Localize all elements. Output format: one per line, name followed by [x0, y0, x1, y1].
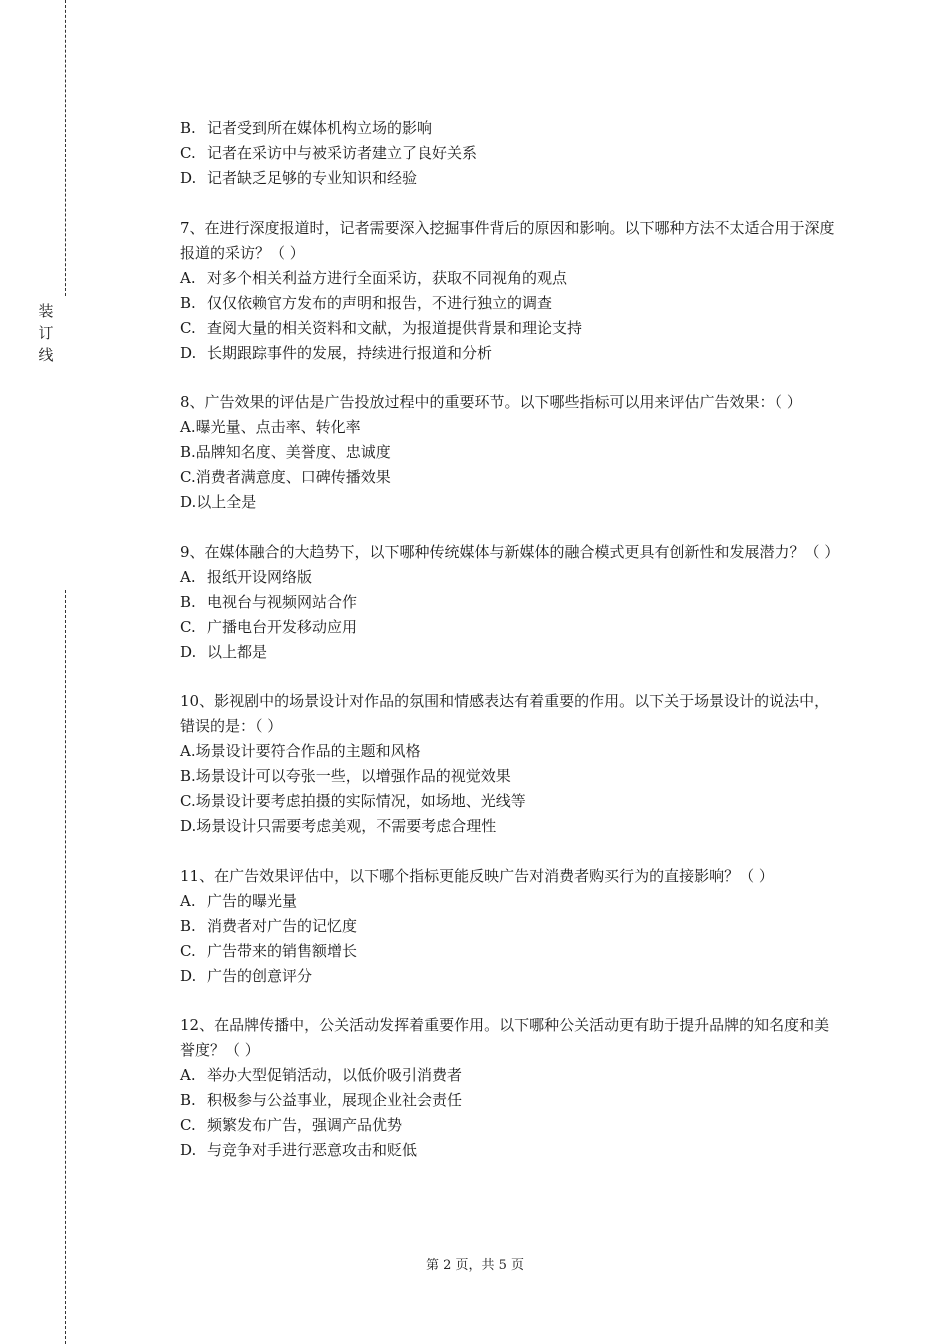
option-letter: A. — [180, 891, 196, 910]
answer-option — [180, 939, 840, 964]
option-text: 记者受到所在媒体机构立场的影响 — [207, 119, 433, 137]
option-text: 品牌知名度、美誉度、忠诚度 — [195, 443, 391, 461]
option-letter: D. — [180, 343, 197, 362]
question-block — [180, 216, 840, 366]
answer-option — [180, 465, 840, 490]
option-text: 广告的曝光量 — [207, 891, 298, 910]
answer-option — [180, 964, 840, 989]
option-text: 广播电台开发移动应用 — [207, 617, 358, 636]
answer-option — [180, 266, 840, 291]
binding-label — [36, 300, 56, 366]
question-stem: 7、在进行深度报道时，记者需要深入挖掘事件背后的原因和影响。以下哪种方法不太适合用于深度报道的采访？（ ） — [180, 218, 835, 262]
binding-line-bottom — [65, 590, 66, 1344]
option-text: 仅仅依赖官方发布的声明和报告，不进行独立的调查 — [207, 293, 553, 312]
answer-option — [180, 316, 840, 341]
answer-option — [180, 440, 840, 465]
option-text: 场景设计可以夸张一些，以增强作品的视觉效果 — [195, 767, 511, 785]
question-block — [180, 540, 840, 665]
option-letter: D. — [180, 817, 197, 835]
option-letter: D. — [180, 966, 197, 985]
option-letter: C. — [180, 941, 196, 960]
option-text: 场景设计只需要考虑美观，不需要考虑合理性 — [196, 817, 497, 835]
question-block — [180, 864, 840, 989]
option-text: 长期跟踪事件的发展，持续进行报道和分析 — [207, 343, 493, 362]
option-text: 查阅大量的相关资料和文献，为报道提供背景和理论支持 — [207, 318, 583, 337]
option-text: 频繁发布广告，强调产品优势 — [207, 1116, 403, 1134]
question-stem: 8、广告效果的评估是广告投放过程中的重要环节。以下哪些指标可以用来评估广告效果：（ ） — [180, 393, 802, 411]
binding-label-char: 线 — [38, 346, 54, 364]
answer-option — [180, 739, 840, 764]
binding-line-top — [65, 0, 66, 296]
answer-option — [180, 291, 840, 316]
question-stem: 10、影视剧中的场景设计对作品的氛围和情感表达有着重要的作用。以下关于场景设计的说法中，错误的是：（ ） — [180, 692, 830, 735]
option-letter: A. — [180, 1066, 196, 1084]
option-text: 消费者对广告的记忆度 — [207, 916, 358, 935]
option-text: 电视台与视频网站合作 — [207, 592, 358, 611]
option-letter: C. — [180, 144, 196, 162]
option-text: 广告带来的销售额增长 — [207, 941, 358, 960]
option-letter: B. — [180, 592, 196, 611]
option-letter: A. — [180, 567, 196, 586]
option-letter: C. — [180, 1116, 196, 1134]
answer-option — [180, 166, 840, 191]
option-letter: B. — [180, 119, 196, 137]
option-text: 报纸开设网络版 — [207, 567, 313, 586]
option-text: 与竞争对手进行恶意攻击和贬低 — [207, 1141, 418, 1159]
answer-option — [180, 141, 840, 166]
question-block — [180, 116, 840, 191]
question-stem: 9、在媒体融合的大趋势下，以下哪种传统媒体与新媒体的融合模式更具有创新性和发展潜力？（ ） — [180, 542, 840, 561]
answer-option — [180, 914, 840, 939]
question-block — [180, 689, 840, 839]
option-letter: C. — [180, 792, 196, 810]
binding-label-char: 订 — [38, 324, 54, 342]
option-text: 消费者满意度、口碑传播效果 — [195, 468, 391, 486]
answer-option — [180, 789, 840, 814]
answer-option — [180, 490, 840, 515]
question-block — [180, 390, 840, 515]
answer-option — [180, 341, 840, 366]
option-letter: B. — [180, 916, 196, 935]
option-letter: A. — [180, 742, 196, 760]
answer-option — [180, 1088, 840, 1113]
answer-option — [180, 889, 840, 914]
option-letter: D. — [180, 493, 197, 511]
answer-option — [180, 764, 840, 789]
option-letter: A. — [180, 268, 196, 287]
option-letter: A. — [180, 418, 196, 436]
option-letter: B. — [180, 443, 196, 461]
option-letter: B. — [180, 767, 196, 785]
answer-option — [180, 640, 840, 665]
option-text: 对多个相关利益方进行全面采访，获取不同视角的观点 — [207, 268, 568, 287]
answer-option — [180, 615, 840, 640]
question-stem: 12、在品牌传播中，公关活动发挥着重要作用。以下哪种公关活动更有助于提升品牌的知名度和美誉度？（ ） — [180, 1016, 830, 1059]
option-letter: B. — [180, 1091, 196, 1109]
option-letter: D. — [180, 642, 197, 661]
option-text: 场景设计要考虑拍摄的实际情况，如场地、光线等 — [195, 792, 526, 810]
answer-option — [180, 415, 840, 440]
page-footer: 第 2 页，共 5 页 — [425, 1258, 525, 1273]
answer-option — [180, 565, 840, 590]
option-text: 记者缺乏足够的专业知识和经验 — [207, 169, 418, 187]
option-letter: C. — [180, 617, 196, 636]
option-letter: D. — [180, 1141, 197, 1159]
option-text: 场景设计要符合作品的主题和风格 — [195, 742, 421, 760]
question-block — [180, 1013, 840, 1163]
answer-option — [180, 590, 840, 615]
question-list — [180, 116, 840, 1163]
option-text: 积极参与公益事业，展现企业社会责任 — [207, 1091, 463, 1109]
answer-option — [180, 116, 840, 141]
option-letter: C. — [180, 318, 196, 337]
option-text: 举办大型促销活动，以低价吸引消费者 — [207, 1066, 463, 1084]
option-text: 以上全是 — [196, 493, 257, 511]
answer-option — [180, 1113, 840, 1138]
question-stem: 11、在广告效果评估中，以下哪个指标更能反映广告对消费者购买行为的直接影响？（ ） — [180, 866, 774, 885]
option-text: 记者在采访中与被采访者建立了良好关系 — [207, 144, 478, 162]
answer-option — [180, 814, 840, 839]
option-text: 曝光量、点击率、转化率 — [195, 418, 361, 436]
option-letter: C. — [180, 468, 196, 486]
binding-label-char: 装 — [38, 302, 54, 320]
option-letter: D. — [180, 169, 197, 187]
option-text: 以上都是 — [207, 642, 268, 661]
answer-option — [180, 1138, 840, 1163]
option-text: 广告的创意评分 — [207, 966, 313, 985]
answer-option — [180, 1063, 840, 1088]
option-letter: B. — [180, 293, 196, 312]
